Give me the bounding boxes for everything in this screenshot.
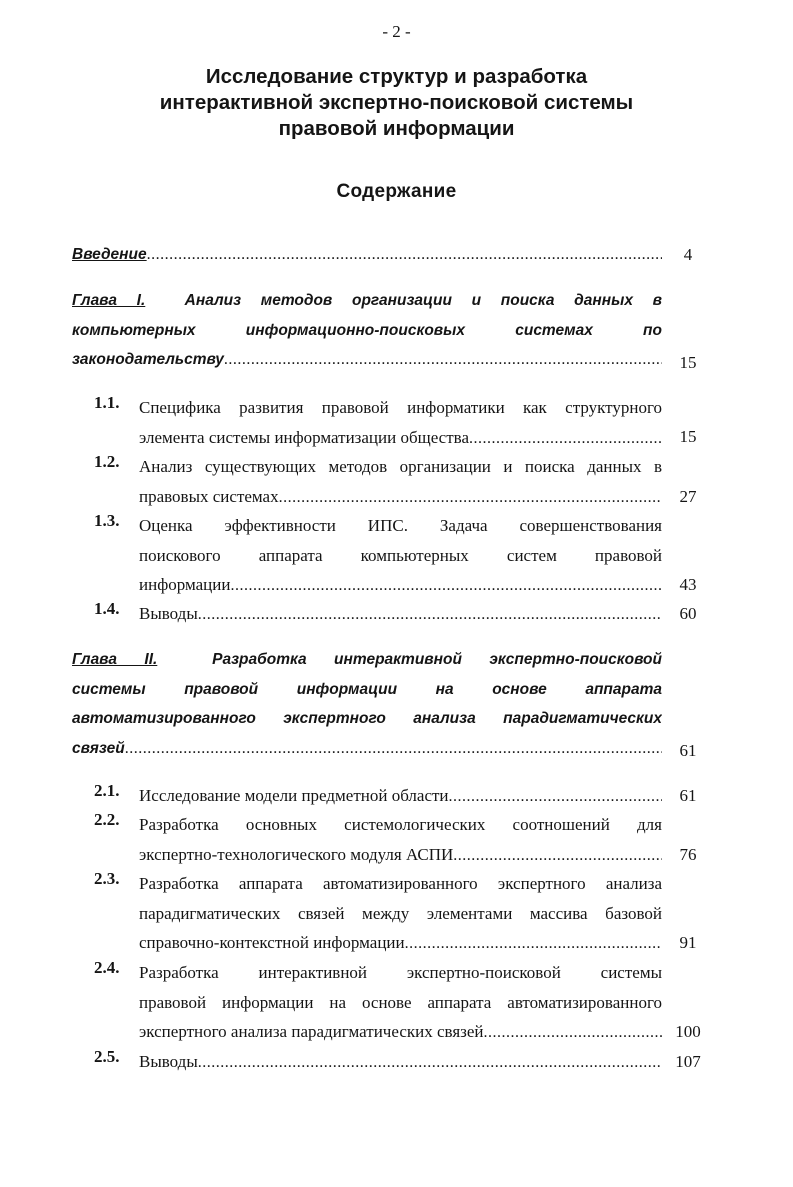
section-1-4-page: 60 [679,604,697,623]
section-1-1-page: 15 [679,427,697,446]
section-2-5-page: 107 [675,1052,701,1071]
section-number: 1.1. [94,393,120,412]
dot-leader [198,1048,662,1077]
chapter-2-line-3: автоматизированного экспертного анализа парадигматических [72,710,662,727]
dot-leader [405,929,662,958]
chapter-1-page: 15 [679,353,697,372]
dot-leader [147,240,662,270]
dot-leader [453,841,662,870]
toc-entry-chapter-1[interactable] [72,286,662,375]
section-line: Разработка интерактивной экспертно-поисковой системы [139,963,662,982]
dot-leader [125,734,662,764]
dot-leader [469,424,662,453]
dot-leader [224,345,662,375]
section-line: Выводы [139,1052,198,1071]
dot-leader [279,483,662,512]
chapter-1-line-1 [72,286,662,316]
toc-entry-intro[interactable] [72,240,662,270]
chapter-2-line-4: связей [72,739,125,757]
section-number: 2.3. [94,869,120,888]
chapter-1-line-3: законодательству [72,351,224,368]
dot-leader [230,571,662,600]
section-line: информации [139,575,231,594]
toc-entry-chapter-2[interactable] [72,645,662,763]
chapter-2-title-part: Разработка интерактивной экспертно-поисковой [212,651,662,668]
section-number: 1.3. [94,511,120,530]
section-line: парадигматических связей между элементами массива базовой [139,903,662,923]
section-line: правовых системах [139,486,279,506]
chapter-2-line-1 [72,645,662,675]
section-number: 2.2. [94,810,120,829]
section-2-3-page: 91 [679,933,697,952]
document-title [0,64,793,142]
section-2-1-page: 61 [679,786,697,805]
section-line: правовой информации на основе аппарата автоматизированного [139,992,662,1012]
section-1-3-page: 43 [679,575,697,594]
section-number: 1.4. [94,599,120,618]
section-line: Специфика развития правовой информатики как структурного [139,398,662,417]
chapter-1-title-part: Анализ методов организации и поиска данных в [184,292,662,309]
section-1-2-page: 27 [679,487,697,506]
section-line: поискового аппарата компьютерных систем правовой [139,545,662,565]
dot-leader [449,782,662,811]
toc-heading: Содержание [336,181,457,202]
section-number: 2.1. [94,781,120,800]
section-line: Разработка основных системологических соотношений для [139,815,662,834]
dot-leader [484,1018,662,1047]
section-2-4-page: 100 [675,1022,701,1041]
section-line: Анализ существующих методов организации и поиска данных в [139,457,662,476]
section-number: 2.5. [94,1047,120,1066]
dot-leader [198,600,662,629]
title-line-1: Исследование структур и разработка [205,65,588,88]
chapter-1-line-2: компьютерных информационно-поисковых системах по [72,321,662,339]
section-line: элемента системы информатизации общества [139,427,470,447]
page-number: - 2 - [382,22,411,41]
chapter-2-line-2: системы правовой информации на основе аппарата [72,680,662,698]
title-line-2: интерактивной экспертно-поисковой системы [159,91,634,114]
section-number: 2.4. [94,958,120,977]
intro-label: Введение [72,246,147,263]
intro-page: 4 [683,245,693,264]
chapter-1-label: Глава I. [72,292,146,309]
chapter-2-label: Глава II. [72,651,158,668]
section-line: Разработка аппарата автоматизированного экспертного анализа [139,874,662,893]
section-line: экспертного анализа парадигматических связей [139,1022,484,1041]
section-line: Исследование модели предметной области [139,786,449,805]
title-line-3: правовой информации [278,117,515,140]
section-2-2-page: 76 [679,845,697,864]
section-line: Оценка эффективности ИПС. Задача совершенствования [139,516,662,535]
section-line: экспертно-технологического модуля АСПИ [139,844,454,864]
chapter-2-page: 61 [679,741,697,760]
section-line: справочно-контекстной информации [139,933,405,952]
section-number: 1.2. [94,452,120,471]
section-line: Выводы [139,604,198,623]
